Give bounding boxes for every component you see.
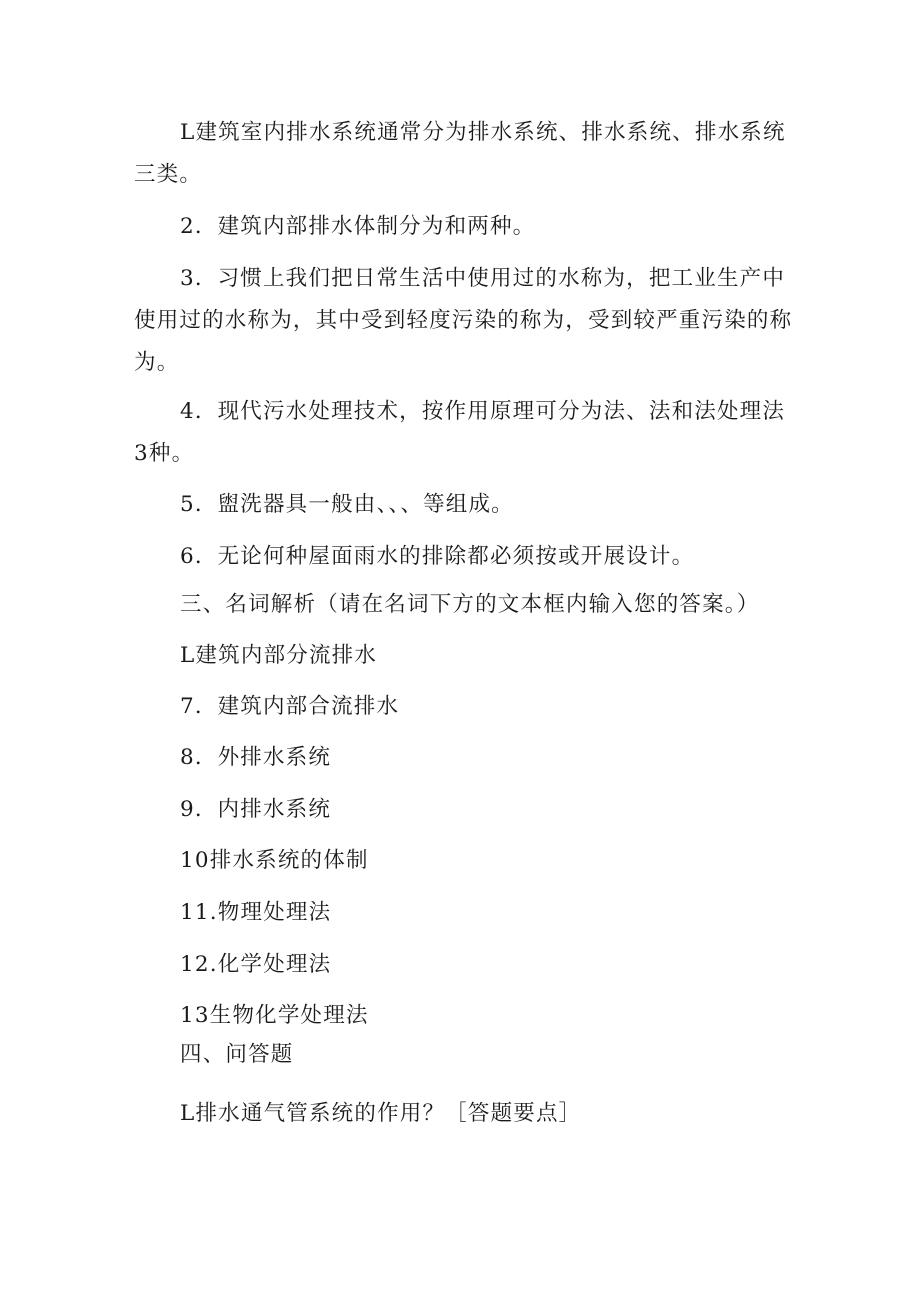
fill-blank-question-4: 4．现代污水处理技术，按作用原理可分为法、法和法处理法3种。 <box>134 399 786 466</box>
term-item-13: 13生物化学处理法 <box>180 1003 369 1028</box>
term-item-11: 11.物理处理法 <box>180 900 332 925</box>
fill-blank-question-6: 6．无论何种屋面雨水的排除都必须按或开展设计。 <box>180 544 695 569</box>
section-3-heading: 三、名词解析（请在名词下方的文本框内输入您的答案。） <box>180 592 760 617</box>
term-item-10: 10排水系统的体制 <box>180 848 369 873</box>
fill-blank-question-5: 5．盥洗器具一般由、、、等组成。 <box>180 492 514 517</box>
term-item-9: 9．内排水系统 <box>180 797 332 822</box>
section-4-heading: 四、问答题 <box>180 1042 294 1067</box>
fill-blank-question-3: 3．习惯上我们把日常生活中使用过的水称为，把工业生产中使用过的水称为，其中受到轻度污染的称为，受到较严重污染的称为。 <box>134 266 793 375</box>
fill-blank-question-2: 2．建筑内部排水体制分为和两种。 <box>180 214 536 239</box>
term-item-8: 8．外排水系统 <box>180 745 332 770</box>
term-item-1: L建筑内部分流排水 <box>180 643 378 668</box>
term-item-12: 12.化学处理法 <box>180 952 332 977</box>
term-item-7: 7．建筑内部合流排水 <box>180 694 400 719</box>
qa-item-1: L排水通气管系统的作用？［答题要点］ <box>180 1101 582 1126</box>
fill-blank-question-1: L建筑室内排水系统通常分为排水系统、排水系统、排水系统三类。 <box>134 120 786 187</box>
